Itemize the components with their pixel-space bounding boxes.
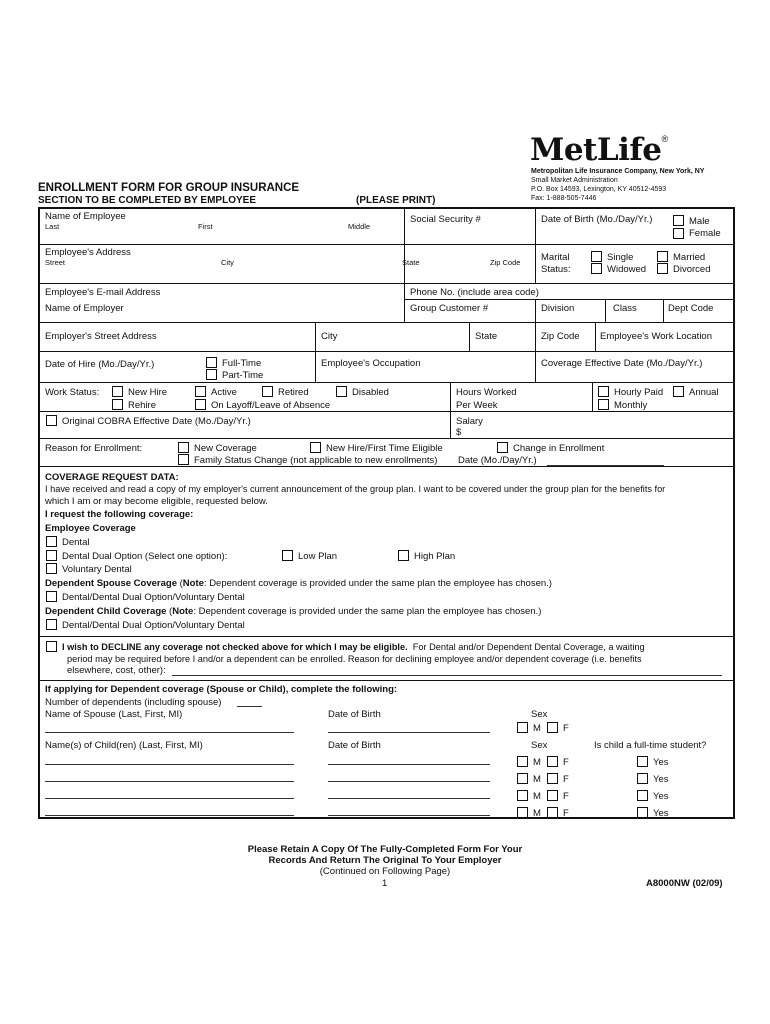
disabled-label: Disabled	[352, 387, 389, 398]
high-plan-label: High Plan	[414, 551, 456, 562]
child-coverage-line: Dependent Child Coverage (Note: Dependent coverage is provided under the same plan the employee has chosen.)	[45, 606, 542, 617]
cobra-label: Original COBRA Effective Date (Mo./Day/Yr.)	[62, 416, 251, 427]
spouse-dental-checkbox[interactable]	[46, 591, 57, 602]
section-title: SECTION TO BE COMPLETED BY EMPLOYEE	[38, 195, 256, 206]
division-label: Division	[541, 303, 575, 314]
monthly-label: Monthly	[614, 400, 648, 411]
spouse-coverage-line: Dependent Spouse Coverage (Note: Dependent coverage is provided under the same plan the employee has chosen.)	[45, 578, 552, 589]
dental-dual-checkbox[interactable]	[46, 550, 57, 561]
employee-coverage-label: Employee Coverage	[45, 523, 136, 534]
single-label: Single	[607, 252, 634, 263]
decline-bold: I wish to DECLINE any coverage not checked above for which I may be eligible.	[62, 642, 408, 652]
phone-label: Phone No. (include area code)	[410, 287, 539, 298]
annual-checkbox[interactable]	[673, 386, 684, 397]
company-name: Metropolitan Life Insurance Company, New York, NY	[531, 168, 705, 175]
hours-worked-label: Hours Worked	[456, 387, 517, 398]
footer-line-1: Please Retain A Copy Of The Fully-Completed Form For Your	[247, 844, 523, 855]
child-student-checkbox[interactable]	[637, 756, 648, 767]
child-student-checkbox[interactable]	[637, 790, 648, 801]
change-enrollment-label: Change in Enrollment	[513, 443, 605, 454]
request-coverage-label: I request the following coverage:	[45, 509, 194, 520]
child-yes-label: Yes	[653, 757, 669, 768]
child-f-label: F	[563, 808, 569, 819]
class-label: Class	[613, 303, 637, 314]
divorced-label: Divorced	[673, 264, 711, 275]
child-student-checkbox[interactable]	[637, 773, 648, 784]
high-plan-checkbox[interactable]	[398, 550, 409, 561]
child-dob-line[interactable]	[328, 815, 490, 816]
part-time-label: Part-Time	[222, 370, 264, 381]
child-coverage-heading: Dependent Child Coverage	[45, 606, 167, 617]
child-f-checkbox[interactable]	[547, 807, 558, 818]
work-location-label: Employee's Work Location	[600, 331, 712, 342]
num-dependents-label: Number of dependents (including spouse)	[45, 697, 222, 708]
spouse-name-label: Name of Spouse (Last, First, MI)	[45, 709, 183, 720]
child-yes-label: Yes	[653, 774, 669, 785]
child-dob-line[interactable]	[328, 798, 490, 799]
annual-label: Annual	[689, 387, 719, 398]
child-dental-label: Dental/Dental Dual Option/Voluntary Dental	[62, 620, 245, 631]
spouse-dob-label: Date of Birth	[328, 709, 381, 720]
family-status-label: Family Status Change (not applicable to new enrollments)	[194, 455, 438, 466]
spouse-sex-label: Sex	[531, 709, 548, 720]
please-print: (PLEASE PRINT)	[356, 195, 436, 206]
form-title: ENROLLMENT FORM FOR GROUP INSURANCE	[38, 182, 300, 194]
last-name-label: Last	[45, 222, 60, 231]
cobra-checkbox[interactable]	[46, 415, 57, 426]
child-note: : Dependent coverage is provided under the same plan the employee has chosen.)	[193, 606, 542, 617]
children-name-label: Name(s) of Child(ren) (Last, First, MI)	[45, 740, 203, 751]
metlife-logo	[530, 132, 668, 168]
decline-rest: For Dental and/or Dependent Dental Coverage, a waiting	[412, 642, 645, 652]
spouse-note: : Dependent coverage is provided under the same plan the employee has chosen.)	[203, 578, 552, 589]
married-label: Married	[673, 252, 706, 263]
per-week-label: Per Week	[456, 400, 498, 411]
children-dob-label: Date of Birth	[328, 740, 381, 751]
reason-label: Reason for Enrollment:	[45, 443, 143, 454]
fulltime-student-label: Is child a full-time student?	[594, 740, 707, 751]
spouse-dental-label: Dental/Dental Dual Option/Voluntary Dental	[62, 592, 245, 603]
child-dob-line[interactable]	[328, 781, 490, 782]
low-plan-label: Low Plan	[298, 551, 338, 562]
child-m-label: M	[533, 808, 541, 819]
female-checkbox[interactable]	[673, 228, 684, 239]
child-f-checkbox[interactable]	[547, 790, 558, 801]
child-note-bold: Note	[172, 606, 194, 617]
child-dental-checkbox[interactable]	[46, 619, 57, 630]
employer-street-label: Employer's Street Address	[45, 331, 157, 342]
new-coverage-label: New Coverage	[194, 443, 257, 454]
divorced-checkbox[interactable]	[657, 263, 668, 274]
employer-state-label: State	[475, 331, 498, 342]
employer-zip-label: Zip Code	[541, 331, 580, 342]
ssn-label: Social Security #	[410, 214, 481, 225]
company-fax: Fax: 1-888-505-7446	[531, 195, 597, 202]
rehire-checkbox[interactable]	[112, 399, 123, 410]
spouse-m-label: M	[533, 723, 541, 734]
form-code: A8000NW (02/09)	[646, 878, 723, 889]
child-f-label: F	[563, 774, 569, 785]
child-m-label: M	[533, 791, 541, 802]
female-label: Female	[689, 228, 721, 239]
change-enrollment-checkbox[interactable]	[497, 442, 508, 453]
child-f-label: F	[563, 757, 569, 768]
child-m-label: M	[533, 757, 541, 768]
decline-line-1	[62, 643, 645, 652]
new-hire-label: New Hire	[128, 387, 168, 398]
child-dob-line[interactable]	[328, 764, 490, 765]
child-m-checkbox[interactable]	[517, 756, 528, 767]
decline-checkbox[interactable]	[46, 641, 57, 652]
male-checkbox[interactable]	[673, 215, 684, 226]
child-name-line[interactable]	[45, 798, 294, 799]
spouse-note-bold: Note	[182, 578, 204, 589]
state-label: State	[402, 258, 420, 267]
dental-checkbox[interactable]	[46, 536, 57, 547]
salary-dollar: $	[456, 427, 462, 438]
child-name-line[interactable]	[45, 815, 294, 816]
low-plan-checkbox[interactable]	[282, 550, 293, 561]
widowed-label: Widowed	[607, 264, 647, 275]
status-label: Status:	[541, 264, 571, 275]
dept-code-label: Dept Code	[668, 303, 714, 314]
zip-label: Zip Code	[490, 258, 521, 267]
dependents-heading: If applying for Dependent coverage (Spouse or Child), complete the following:	[45, 684, 398, 695]
active-checkbox[interactable]	[195, 386, 206, 397]
retired-label: Retired	[278, 387, 309, 398]
family-status-checkbox[interactable]	[178, 454, 189, 465]
family-date-label: Date (Mo./Day/Yr.)	[458, 455, 537, 466]
spouse-f-label: F	[563, 723, 569, 734]
part-time-checkbox[interactable]	[206, 369, 217, 380]
company-dept: Small Market Administration	[531, 177, 618, 184]
coverage-intro-1: I have received and read a copy of my employer's current announcement of the group plan. I want to be covered under the group plan for the benefits for	[45, 484, 666, 494]
children-sex-label: Sex	[531, 740, 548, 751]
spouse-f-checkbox[interactable]	[547, 722, 558, 733]
retired-checkbox[interactable]	[262, 386, 273, 397]
city-label: City	[221, 258, 234, 267]
coverage-intro-2: which I am or may become eligible, requested below.	[45, 496, 268, 507]
child-name-line[interactable]	[45, 764, 294, 765]
hire-date-label: Date of Hire (Mo./Day/Yr.)	[45, 359, 155, 370]
logo-text: MetLife	[530, 132, 662, 168]
child-m-checkbox[interactable]	[517, 790, 528, 801]
child-m-label: M	[533, 774, 541, 785]
hourly-paid-checkbox[interactable]	[598, 386, 609, 397]
page-number: 1	[382, 878, 388, 889]
coverage-effective-label: Coverage Effective Date (Mo./Day/Yr.)	[541, 358, 703, 369]
spouse-m-checkbox[interactable]	[517, 722, 528, 733]
dental-dual-label: Dental Dual Option (Select one option):	[62, 551, 228, 562]
employer-city-label: City	[321, 331, 338, 342]
decline-line-3: elsewhere, cost, other):	[67, 665, 166, 676]
voluntary-dental-checkbox[interactable]	[46, 563, 57, 574]
salary-label: Salary	[456, 416, 483, 427]
child-student-checkbox[interactable]	[637, 807, 648, 818]
child-f-checkbox[interactable]	[547, 773, 558, 784]
spouse-coverage-heading: Dependent Spouse Coverage	[45, 578, 177, 589]
disabled-checkbox[interactable]	[336, 386, 347, 397]
child-name-line[interactable]	[45, 781, 294, 782]
married-checkbox[interactable]	[657, 251, 668, 262]
hourly-paid-label: Hourly Paid	[614, 387, 664, 398]
marital-label: Marital	[541, 252, 570, 263]
dob-label: Date of Birth (Mo./Day/Yr.)	[541, 214, 653, 225]
child-f-checkbox[interactable]	[547, 756, 558, 767]
child-m-checkbox[interactable]	[517, 773, 528, 784]
group-customer-label: Group Customer #	[410, 303, 489, 314]
monthly-checkbox[interactable]	[598, 399, 609, 410]
child-f-label: F	[563, 791, 569, 802]
new-hire-checkbox[interactable]	[112, 386, 123, 397]
street-label: Street	[45, 258, 66, 267]
registered-mark: ®	[661, 134, 668, 144]
new-coverage-checkbox[interactable]	[178, 442, 189, 453]
coverage-heading: COVERAGE REQUEST DATA:	[45, 472, 179, 483]
single-checkbox[interactable]	[591, 251, 602, 262]
footer-line-2: Records And Return The Original To Your Employer	[268, 855, 502, 866]
full-time-label: Full-Time	[222, 358, 262, 369]
email-label: Employee's E-mail Address	[45, 287, 161, 298]
child-yes-label: Yes	[653, 808, 669, 819]
work-status-label: Work Status:	[45, 387, 100, 398]
widowed-checkbox[interactable]	[591, 263, 602, 274]
decline-line-2: period may be required before I and/or a dependent can be enrolled. Reason for declining employee and/or dependent coverage (i.e. benefits	[67, 654, 642, 664]
name-of-employee-label: Name of Employee	[45, 211, 126, 222]
layoff-label: On Layoff/Leave of Absence	[211, 400, 331, 411]
male-label: Male	[689, 216, 710, 227]
employer-name-label: Name of Employer	[45, 303, 124, 314]
first-name-label: First	[198, 222, 213, 231]
full-time-checkbox[interactable]	[206, 357, 217, 368]
occupation-label: Employee's Occupation	[321, 358, 421, 369]
voluntary-dental-label: Voluntary Dental	[62, 564, 132, 575]
dental-label: Dental	[62, 537, 90, 548]
employee-address-label: Employee's Address	[45, 247, 131, 258]
new-hire-eligible-checkbox[interactable]	[310, 442, 321, 453]
middle-name-label: Middle	[348, 222, 371, 231]
footer-line-3: (Continued on Following Page)	[319, 866, 451, 877]
rehire-label: Rehire	[128, 400, 156, 411]
active-label: Active	[211, 387, 237, 398]
child-yes-label: Yes	[653, 791, 669, 802]
child-m-checkbox[interactable]	[517, 807, 528, 818]
new-hire-eligible-label: New Hire/First Time Eligible	[326, 443, 443, 454]
layoff-checkbox[interactable]	[195, 399, 206, 410]
company-address: P.O. Box 14593, Lexington, KY 40512-4593	[531, 186, 667, 193]
